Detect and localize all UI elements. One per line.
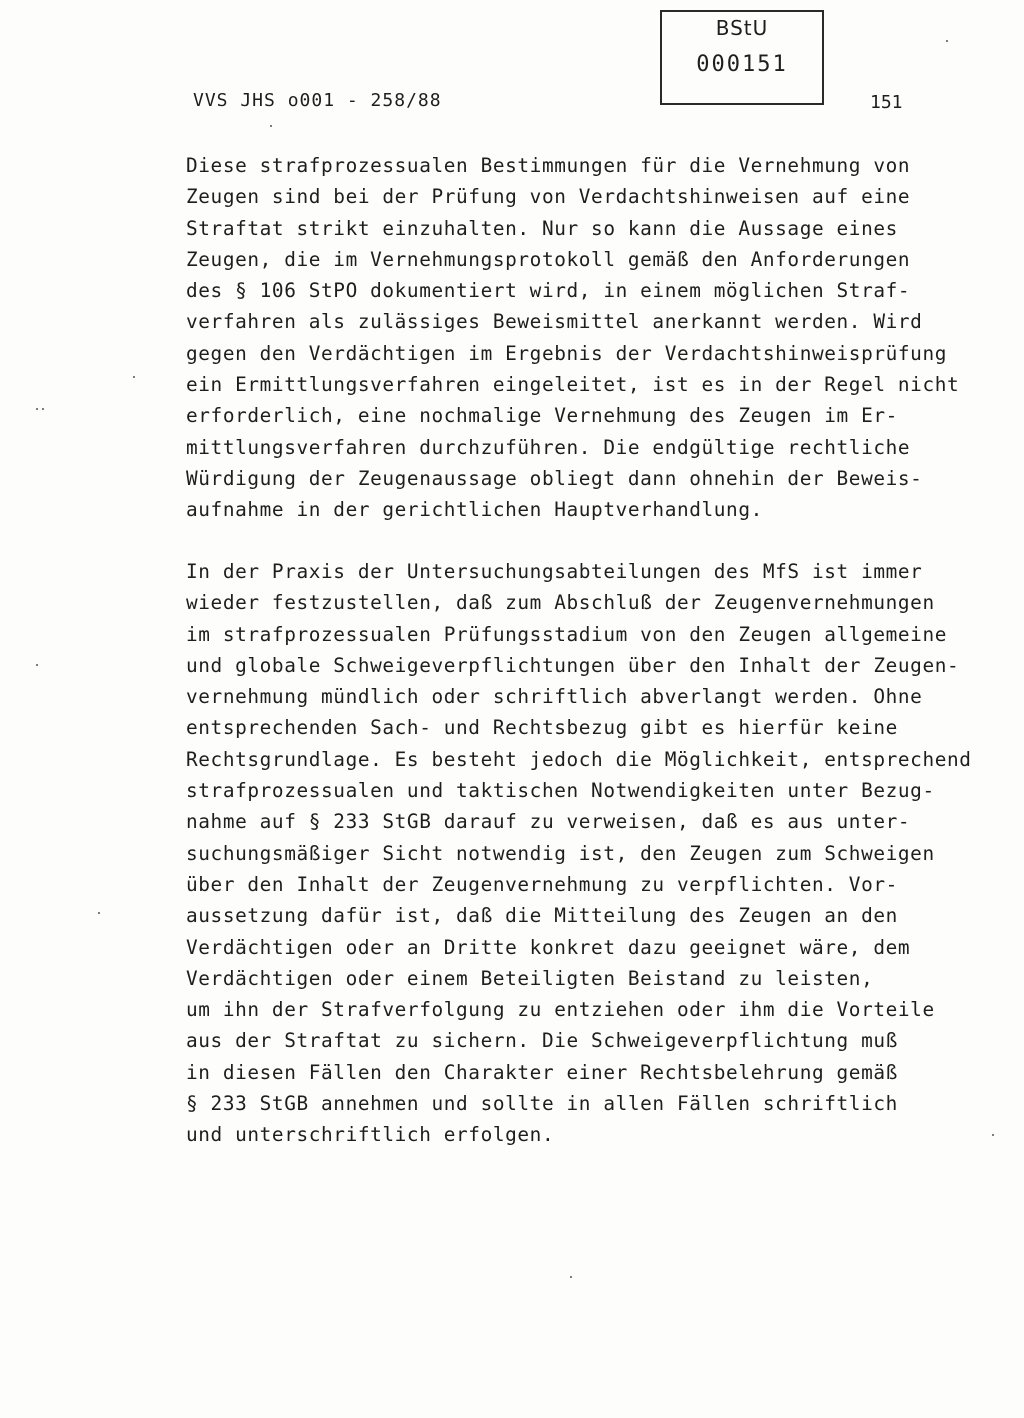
stamp-agency: BStU	[715, 16, 769, 40]
text-line: Diese strafprozessualen Bestimmungen für die Vernehmung von	[186, 154, 911, 177]
scan-speck	[36, 664, 38, 666]
text-line: Rechtsgrundlage. Es besteht jedoch die Möglichkeit, entsprechend	[186, 747, 972, 771]
stamp-number: 000151	[696, 52, 788, 77]
page-number: 151	[870, 92, 903, 113]
text-line: aus der Straftat zu sichern. Die Schweigeverpflichtung muß	[186, 1029, 898, 1053]
text-line: des § 106 StPO dokumentiert wird, in einem möglichen Straf-	[186, 279, 911, 303]
text-line: entsprechenden Sach- und Rechtsbezug gibt es hierfür keine	[186, 716, 898, 740]
text-line: und globale Schweigeverpflichtungen über den Inhalt der Zeugen-	[186, 653, 960, 677]
text-line: im strafprozessualen Prüfungsstadium von den Zeugen allgemeine	[186, 622, 947, 646]
paragraph-2	[186, 556, 986, 1151]
text-line: Verdächtigen oder an Dritte konkret dazu geeignet wäre, dem	[186, 935, 911, 959]
scan-speck	[270, 125, 272, 127]
text-line: gegen den Verdächtigen im Ergebnis der Verdachtshinweisprüfung	[186, 341, 947, 365]
stamp-top-border	[662, 10, 822, 12]
text-line: In der Praxis der Untersuchungsabteilungen des MfS ist immer	[186, 560, 923, 583]
scan-speck	[36, 408, 38, 410]
text-line: strafprozessualen und taktischen Notwendigkeiten unter Bezug-	[186, 779, 935, 803]
text-line: um ihn der Strafverfolgung zu entziehen oder ihm die Vorteile	[186, 998, 935, 1022]
text-line: Zeugen, die im Vernehmungsprotokoll gemäß den Anforderungen	[186, 247, 911, 271]
text-line: ein Ermittlungsverfahren eingeleitet, ist es in der Regel nicht	[186, 373, 960, 397]
text-line: in diesen Fällen den Charakter einer Rechtsbelehrung gemäß	[186, 1060, 898, 1084]
text-line: und unterschriftlich erfolgen.	[186, 1123, 555, 1147]
text-line: aufnahme in der gerichtlichen Hauptverhandlung.	[186, 498, 763, 522]
paragraph-1	[186, 150, 986, 526]
scan-speck	[98, 912, 100, 914]
scan-speck	[42, 408, 44, 410]
text-line: mittlungsverfahren durchzuführen. Die endgültige rechtliche	[186, 435, 911, 459]
text-line: erforderlich, eine nochmalige Vernehmung des Zeugen im Er-	[186, 404, 898, 428]
archive-stamp	[660, 10, 824, 105]
text-line: Verdächtigen oder einem Beteiligten Beistand zu leisten,	[186, 966, 874, 990]
text-line: wieder festzustellen, daß zum Abschluß der Zeugenvernehmungen	[186, 591, 935, 615]
document-reference: VVS JHS o001 - 258/88	[193, 90, 442, 111]
text-line: § 233 StGB annehmen und sollte in allen Fällen schriftlich	[186, 1092, 898, 1116]
scan-speck	[133, 376, 135, 378]
text-line: vernehmung mündlich oder schriftlich abverlangt werden. Ohne	[186, 685, 923, 709]
scan-speck	[570, 1276, 572, 1278]
text-line: nahme auf § 233 StGB darauf zu verweisen, daß es aus unter-	[186, 810, 911, 834]
scan-speck	[992, 1134, 994, 1136]
text-line: Würdigung der Zeugenaussage obliegt dann ohnehin der Beweis-	[186, 466, 923, 490]
text-line: suchungsmäßiger Sicht notwendig ist, den Zeugen zum Schweigen	[186, 841, 935, 865]
text-line: aussetzung dafür ist, daß die Mitteilung des Zeugen an den	[186, 904, 898, 928]
text-line: Straftat strikt einzuhalten. Nur so kann die Aussage eines	[186, 216, 898, 240]
scan-speck	[946, 40, 948, 42]
text-line: über den Inhalt der Zeugenvernehmung zu verpflichten. Vor-	[186, 872, 898, 896]
text-line: Zeugen sind bei der Prüfung von Verdachtshinweisen auf eine	[186, 185, 911, 209]
text-line: verfahren als zulässiges Beweismittel anerkannt werden. Wird	[186, 310, 923, 334]
